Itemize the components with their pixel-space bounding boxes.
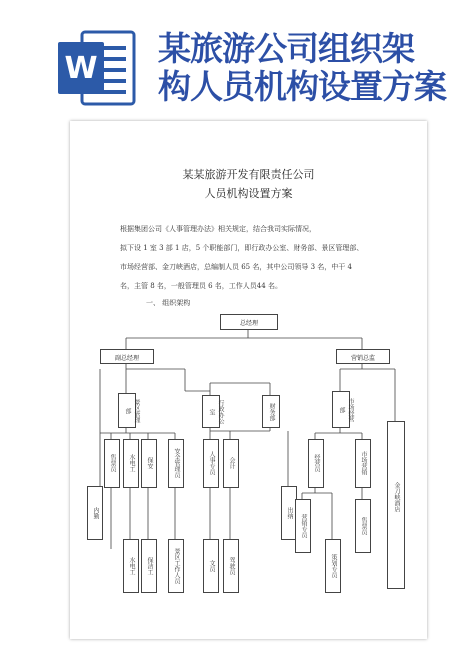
org-label-admin-child-1: 人事专员 xyxy=(208,451,215,475)
org-box-sales xyxy=(336,349,390,364)
org-label-market-dept: 市场经营部 xyxy=(338,397,354,422)
banner-title-line-1: 某旅游公司组织架 xyxy=(158,29,414,68)
org-label-admin-bottom-2: 驾驶员 xyxy=(228,557,235,575)
org-box-scenic-mgr xyxy=(118,393,140,428)
section-heading: 一、 组织架构 xyxy=(146,299,191,307)
org-box-scenic-child-2 xyxy=(123,439,139,488)
org-box-scenic-bottom-1 xyxy=(87,486,103,540)
org-box-scenic-child-3 xyxy=(141,439,157,488)
org-label-market-bottom-2: 策划专员 xyxy=(330,554,337,578)
org-box-admin-office xyxy=(202,395,224,428)
org-box-market-bottom-3 xyxy=(355,499,371,553)
org-box-market-child-1 xyxy=(308,439,324,488)
org-box-finance xyxy=(262,395,280,428)
logo-letter: W xyxy=(64,51,98,86)
org-label-scenic-child-4: 安全管理员 xyxy=(173,448,180,478)
org-box-market-dept xyxy=(332,391,354,428)
org-box-scenic-bottom-2 xyxy=(123,539,139,593)
paragraph-line-4: 名，主管 8 名，一般管理员 6 名，工作人员44 名。 xyxy=(120,282,282,290)
doc-title-plan: 人员机构设置方案 xyxy=(204,187,293,200)
org-label-scenic-child-2: 水电工 xyxy=(128,454,135,472)
paragraph-line-2: 拟下设 1 室 3 部 1 店，5 个职能部门，即行政办公室、财务部、景区管理部、 xyxy=(120,244,364,252)
org-label-admin-office: 行政办公室 xyxy=(208,399,224,424)
org-label-market-child-2: 市场营销 xyxy=(360,451,367,475)
org-label-market-bottom-3: 售票员 xyxy=(360,517,367,535)
org-box-scenic-child-1 xyxy=(104,439,120,488)
org-label-scenic-bottom-2: 水电工 xyxy=(128,557,135,575)
org-label-scenic-child-3: 保安 xyxy=(146,457,153,469)
org-label-admin-child-2: 会计 xyxy=(228,457,235,469)
banner-title-line-2: 构人员机构设置方案 xyxy=(158,67,446,106)
org-label-finance: 财务部 xyxy=(268,403,275,421)
document-page xyxy=(70,121,427,639)
org-label-scenic-bottom-3: 保洁工 xyxy=(146,557,153,575)
org-box-market-bottom-2 xyxy=(325,539,341,593)
org-label-scenic-bottom-1: 内勤 xyxy=(92,507,99,519)
word-document-icon xyxy=(58,28,136,108)
paragraph-line-1: 根据集团公司《人事管理办法》相关规定，结合我司实际情况， xyxy=(120,225,316,233)
org-label-root: 总经理 xyxy=(239,320,258,327)
org-box-admin-bottom-1 xyxy=(203,539,219,593)
org-label-vice: 副总经理 xyxy=(114,355,139,362)
org-box-admin-child-1 xyxy=(203,439,219,488)
org-box-admin-bottom-2 xyxy=(223,539,239,593)
org-box-scenic-bottom-3 xyxy=(141,539,157,593)
org-label-admin-child-3: 出纳 xyxy=(286,507,293,519)
org-label-scenic-bottom-4: 景区工作人员 xyxy=(173,548,180,584)
org-label-hotel: 金刀峡酒店 xyxy=(393,482,400,512)
org-box-market-bottom-1 xyxy=(295,499,311,553)
banner xyxy=(0,0,474,118)
org-box-hotel xyxy=(387,421,405,589)
org-box-scenic-bottom-4 xyxy=(168,539,184,593)
org-box-scenic-child-4 xyxy=(168,439,184,488)
org-box-root xyxy=(220,314,278,330)
org-label-scenic-child-1: 售票员 xyxy=(109,454,116,472)
org-label-admin-bottom-1: 文员 xyxy=(208,560,215,572)
org-box-vice xyxy=(100,349,154,364)
paragraph-line-3: 市场经营部、金刀峡酒店，总编制人员 65 名，其中公司领导 3 名，中干 4 xyxy=(120,263,352,271)
org-label-market-bottom-1: 营销专员 xyxy=(300,514,307,538)
org-label-scenic-mgr: 景区管理部 xyxy=(124,398,140,423)
org-label-market-child-1: 经营员 xyxy=(313,454,320,472)
org-box-market-child-2 xyxy=(355,439,371,488)
org-box-admin-child-2 xyxy=(223,439,239,488)
org-label-sales: 营销总监 xyxy=(350,355,375,362)
doc-title-company: 某某旅游开发有限责任公司 xyxy=(182,168,315,181)
